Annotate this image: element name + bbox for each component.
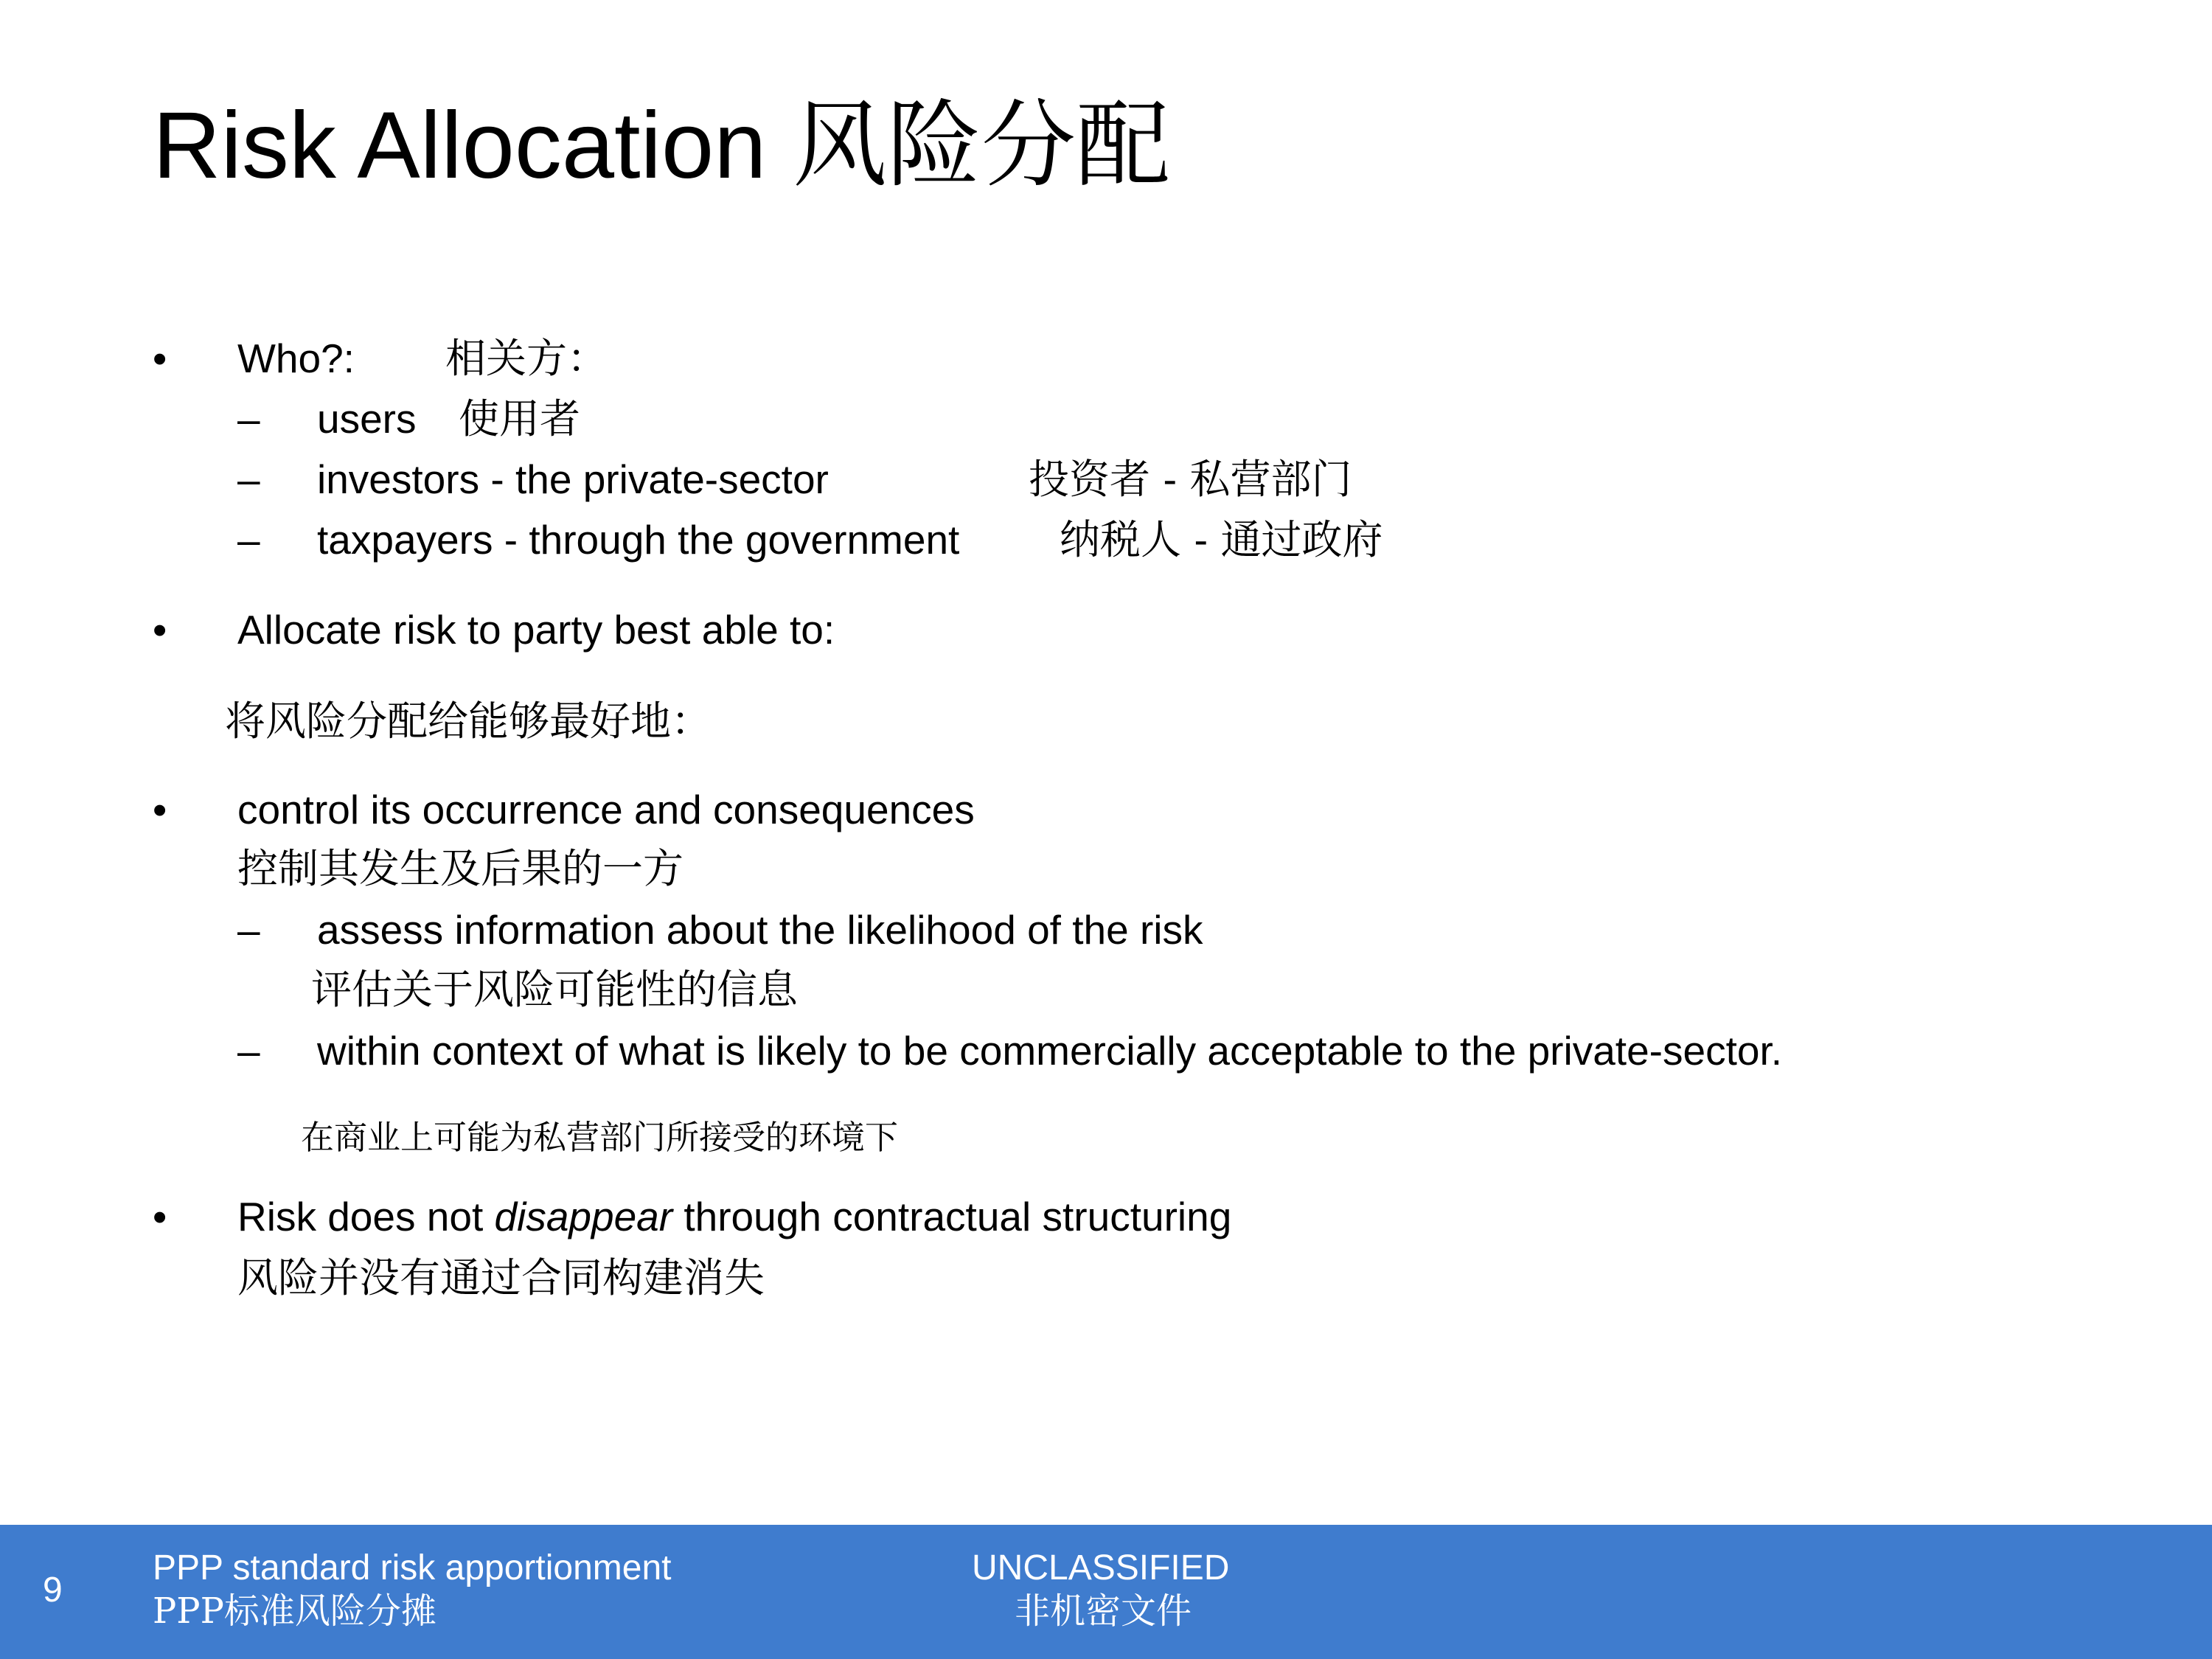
bullet-marker: • (153, 787, 167, 832)
assess-item: assess information about the likelihood of the risk (317, 907, 1203, 953)
control-text-cn: 控制其发生及后果的一方 (237, 845, 684, 892)
dash-marker: – (237, 907, 260, 953)
risk-text-end: through contractual structuring (672, 1194, 1232, 1239)
risk-text (237, 1191, 1231, 1242)
footer-doc-title-cn: PPP标准风险分摊 (153, 1590, 437, 1632)
control-text: control its occurrence and consequences (237, 787, 975, 832)
classification-label-cn: 非机密文件 (1015, 1590, 1192, 1632)
within-item-cn: 在商业上可能为私营部门所接受的环境下 (301, 1118, 899, 1157)
dash-marker: – (237, 517, 260, 563)
bullet-marker: • (153, 1194, 167, 1239)
allocate-text: Allocate risk to party best able to: (237, 607, 835, 653)
taxpayers-item: taxpayers - through the government (317, 517, 960, 563)
classification-label: UNCLASSIFIED (972, 1548, 1230, 1587)
who-label: Who?: (237, 335, 355, 381)
within-item: within context of what is likely to be commercially acceptable to the private-sector. (317, 1028, 1783, 1074)
slide-title: Risk Allocation 风险分配 (153, 93, 1170, 198)
dash-marker: – (237, 396, 260, 442)
taxpayers-item-cn: 纳税人 - 通过政府 (1060, 516, 1383, 563)
bullet-marker: • (153, 607, 167, 653)
allocate-text-cn: 将风险分配给能够最好地： (225, 698, 712, 745)
investors-item-cn: 投资者 - 私营部门 (1029, 456, 1352, 503)
investors-item: investors - the private-sector (317, 456, 829, 502)
who-label-cn: 相关方： (445, 335, 608, 382)
users-item-cn: 使用者 (459, 395, 581, 442)
bullet-marker: • (153, 335, 167, 381)
risk-text-emphasis: disappear (494, 1194, 673, 1239)
risk-text-start: Risk does not (237, 1194, 495, 1239)
risk-text-cn: 风险并没有通过合同构建消失 (237, 1254, 765, 1301)
dash-marker: – (237, 456, 260, 502)
page-number: 9 (43, 1571, 63, 1610)
footer-bar (0, 1525, 2212, 1659)
dash-marker: – (237, 1028, 260, 1074)
users-item: users (317, 396, 417, 442)
footer-doc-title: PPP standard risk apportionment (153, 1548, 672, 1587)
assess-item-cn: 评估关于风险可能性的信息 (311, 966, 799, 1013)
